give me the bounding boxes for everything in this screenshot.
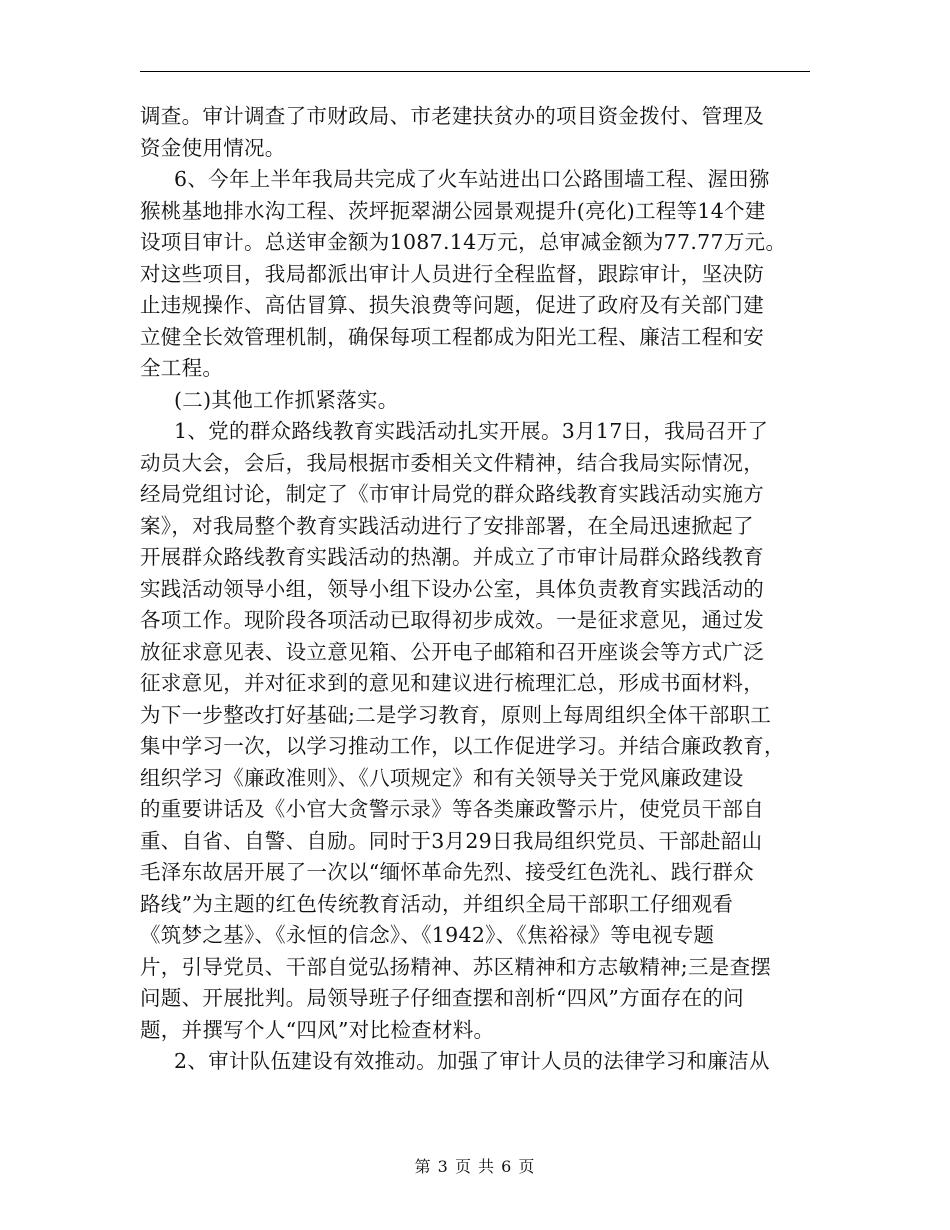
text-line: 开展群众路线教育实践活动的热潮。并成立了市审计局群众路线教育 (140, 545, 764, 569)
text-line: 经局党组讨论，制定了《市审计局党的群众路线教育实践活动实施方 (140, 482, 764, 506)
text-line: 案》，对我局整个教育实践活动进行了安排部署，在全局迅速掀起了 (140, 513, 754, 538)
text-line: 题，并撰写个人“四风”对比检查材料。 (140, 1017, 495, 1042)
text-line: 片，引导党员、干部自觉弘扬精神、苏区精神和方志敏精神;三是查摆 (140, 954, 772, 979)
text-line: 路线”为主题的红色传统教育活动，并组织全局干部职工仔细观看 (140, 891, 734, 916)
text-line: 对这些项目，我局都派出审计人员进行全程监督，跟踪审计，坚决防 (140, 261, 764, 286)
text-line: 的重要讲话及《小官大贪警示录》等各类廉政警示片，使党员干部自 (140, 797, 764, 821)
text-line: 《筑梦之基》、《永恒的信念》、《1942》、《焦裕禄》等电视专题 (140, 923, 715, 947)
text-line: 6、今年上半年我局共完成了火车站进出口公路围墙工程、渥田猕 (174, 167, 770, 191)
text-line: 猴桃基地排水沟工程、茨坪扼翠湖公园景观提升(亮化)工程等14个建 (140, 198, 766, 223)
text-line: 资金使用情况。 (140, 135, 286, 160)
text-line: 重、自省、自警、自励。同时于3月29日我局组织党员、干部赴韶山 (140, 828, 763, 853)
text-line: 为下一步整改打好基础;二是学习教育，原则上每周组织全体干部职工 (140, 702, 772, 727)
page-footer: 第 3 页 共 6 页 (414, 1157, 536, 1176)
text-line: 2、审计队伍建设有效推动。加强了审计人员的法律学习和廉洁从 (174, 1049, 770, 1073)
text-line: 全工程。 (140, 356, 224, 380)
text-line: 设项目审计。总送审金额为1087.14万元，总审减金额为77.77万元。 (140, 230, 787, 254)
text-line: 放征求意见表、设立意见箱、公开电子邮箱和召开座谈会等方式广泛 (140, 639, 764, 664)
text-line: 立健全长效管理机制，确保每项工程都成为阳光工程、廉洁工程和安 (140, 324, 764, 349)
text-line: 1、党的群众路线教育实践活动扎实开展。3月17日，我局召开了 (174, 419, 769, 443)
document-body (140, 101, 810, 1078)
text-line: 组织学习《廉政准则》、《八项规定》和有关领导关于党风廉政建设 (140, 765, 744, 790)
text-line: 集中学习一次，以学习推动工作，以工作促进学习。并结合廉政教育， (140, 734, 785, 758)
text-line: 毛泽东故居开展了一次以“缅怀革命先烈、接受红色洗礼、践行群众 (140, 860, 754, 884)
header-rule (140, 71, 810, 72)
text-line: 止违规操作、高估冒算、损失浪费等问题，促进了政府及有关部门建 (140, 293, 764, 317)
text-line: 征求意见，并对征求到的意见和建议进行梳理汇总，形成书面材料， (140, 671, 764, 695)
text-line: 调查。审计调查了市财政局、市老建扶贫办的项目资金拨付、管理及 (140, 104, 764, 128)
text-line: 问题、开展批判。局领导班子仔细查摆和剖析“四风”方面存在的问 (140, 986, 744, 1010)
text-line: (二)其他工作抓紧落实。 (174, 387, 399, 412)
text-line: 各项工作。现阶段各项活动已取得初步成效。一是征求意见，通过发 (140, 608, 764, 632)
text-line: 实践活动领导小组，领导小组下设办公室，具体负责教育实践活动的 (140, 576, 764, 601)
text-line: 动员大会，会后，我局根据市委相关文件精神，结合我局实际情况， (140, 450, 764, 475)
